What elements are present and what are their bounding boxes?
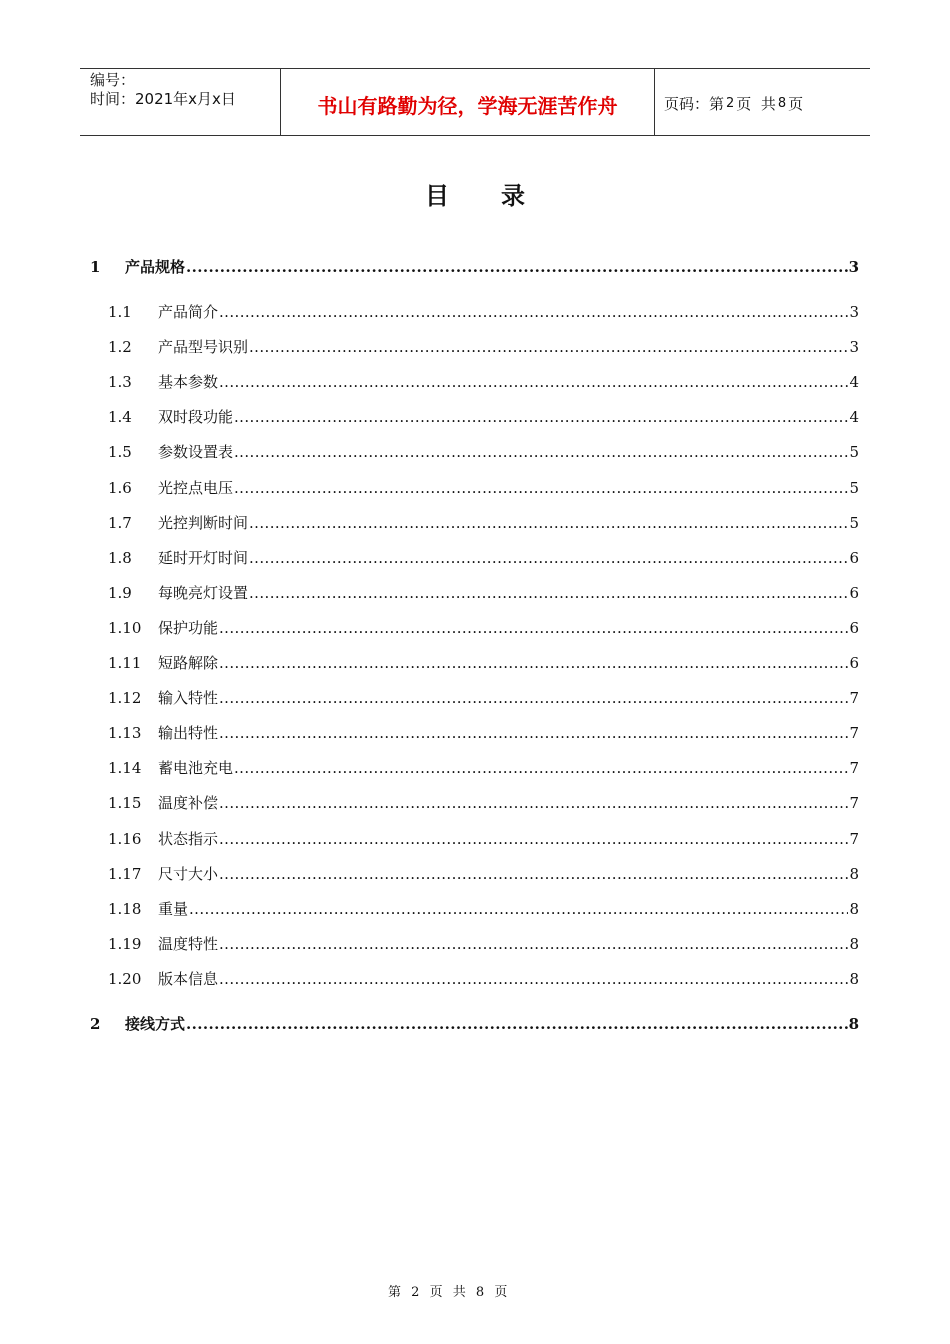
toc-entry-label: 光控点电压 (158, 478, 234, 497)
toc-entry-label: 温度特性 (158, 934, 219, 953)
toc-entry-page: 7 (849, 689, 859, 708)
toc-entry[interactable] (108, 336, 859, 357)
toc-entry-number: 1.11 (108, 654, 142, 672)
toc-entry[interactable] (108, 301, 859, 322)
page-title: 目录 (425, 182, 577, 210)
toc-entry[interactable] (108, 582, 859, 603)
toc-entry-page: 6 (849, 654, 859, 672)
header-number-label: 编号： (90, 71, 136, 89)
toc-entry[interactable] (108, 933, 859, 954)
toc-entry-page: 3 (848, 258, 859, 276)
toc-entry-page: 8 (849, 899, 859, 918)
toc-entry-number: 1.1 (108, 303, 132, 321)
footer-total: 8 (475, 1285, 485, 1300)
header-page-label: 页码：第 (664, 94, 725, 113)
toc-entry[interactable] (108, 512, 859, 533)
header-motto: 书山有路勤为径，学海无涯苦作舟 (281, 69, 655, 135)
toc-entry-label: 短路解除 (158, 654, 219, 672)
toc-entry-page: 7 (849, 759, 859, 778)
toc-entry-leader (219, 303, 848, 321)
toc-entry-page: 3 (849, 338, 859, 357)
toc-entry-number: 1.7 (108, 513, 132, 532)
toc-entry-page: 3 (849, 303, 859, 321)
toc-entry-page: 5 (849, 478, 859, 497)
toc-entry-label: 基本参数 (158, 373, 219, 392)
toc-entry-number: 1.17 (108, 864, 142, 883)
toc-entry-leader (234, 759, 848, 777)
toc-entry-label: 光控判断时间 (158, 513, 249, 532)
toc-entry-number: 1.2 (108, 338, 132, 357)
toc-entry-label: 重量 (158, 899, 189, 918)
toc-entry-leader (234, 479, 848, 497)
footer-p3: 共 (452, 1285, 466, 1300)
toc-entry-label: 产品规格 (125, 258, 186, 276)
toc-entry-page: 6 (849, 548, 859, 567)
toc-entry[interactable] (108, 652, 859, 673)
footer-p2: 页 (429, 1285, 443, 1300)
toc-entry-number: 1.4 (108, 408, 132, 427)
toc-entry-number: 1.3 (108, 373, 132, 392)
toc-entry-label: 产品简介 (158, 303, 219, 321)
header-page-current: 2 (726, 95, 735, 111)
toc-entry-leader (234, 408, 848, 426)
toc-entry-label: 输入特性 (158, 689, 219, 708)
toc-entry[interactable] (108, 406, 859, 427)
header-page-total: 8 (777, 95, 787, 111)
toc-entry-label: 产品型号识别 (158, 338, 249, 357)
toc-entry-leader (249, 514, 848, 532)
toc-entry-page: 5 (849, 513, 859, 532)
toc-entry-number: 1.9 (108, 583, 132, 602)
toc-entry[interactable] (108, 617, 859, 638)
toc-entry-number: 1.13 (108, 724, 142, 743)
toc-entry[interactable] (90, 1013, 859, 1034)
toc-entry-number: 2 (90, 1015, 101, 1033)
footer-p1: 第 (388, 1285, 402, 1300)
toc-entry-label: 蓄电池充电 (158, 759, 234, 778)
toc-entry[interactable] (108, 863, 859, 884)
toc-entry-page: 6 (849, 618, 859, 637)
toc-entry-label: 尺寸大小 (158, 864, 219, 883)
toc-entry-leader (219, 970, 848, 988)
toc-entry-page: 8 (849, 864, 859, 883)
toc-entry[interactable] (90, 256, 859, 277)
toc-entry-leader (249, 338, 848, 356)
toc-entry[interactable] (108, 477, 859, 498)
toc-entry-number: 1.16 (108, 829, 142, 848)
toc-entry[interactable] (108, 898, 859, 919)
toc-entry-label: 接线方式 (125, 1015, 186, 1033)
header-page-info (655, 69, 870, 135)
toc-entry-leader (219, 830, 848, 848)
toc-entry-page: 6 (849, 583, 859, 602)
toc-entry-number: 1.12 (108, 689, 142, 708)
toc-entry-number: 1.5 (108, 443, 132, 462)
toc-entry[interactable] (108, 687, 859, 708)
header-page-mid: 页 共 (736, 94, 776, 113)
toc-entry-page: 7 (849, 829, 859, 848)
toc-entry-leader (249, 584, 848, 602)
toc-entry-label: 双时段功能 (158, 408, 234, 427)
toc-entry-leader (219, 619, 848, 637)
toc-entry[interactable] (108, 968, 859, 989)
toc-entry-number: 1.20 (108, 969, 142, 988)
toc-entry-leader (249, 549, 848, 567)
toc-entry-label: 版本信息 (158, 969, 219, 988)
toc-entry-page: 7 (849, 724, 859, 743)
toc-entry-number: 1.10 (108, 618, 142, 637)
toc-entry[interactable] (108, 757, 859, 778)
toc-entry-number: 1.15 (108, 794, 142, 813)
toc-entry-page: 4 (849, 408, 859, 427)
toc-entry-leader (219, 654, 848, 672)
toc-entry-page: 7 (849, 794, 859, 813)
toc-entry-leader (219, 373, 848, 391)
toc-entry-leader (234, 443, 848, 461)
toc-entry-label: 输出特性 (158, 724, 219, 743)
toc-entry-label: 保护功能 (158, 618, 219, 637)
toc-entry-number: 1.8 (108, 548, 132, 567)
toc-entry-label: 温度补偿 (158, 794, 219, 813)
toc-entry-leader (219, 935, 848, 953)
toc-entry-number: 1.14 (108, 759, 142, 778)
toc-entry[interactable] (108, 792, 859, 813)
toc-entry[interactable] (108, 441, 859, 462)
toc-entry-leader (189, 900, 848, 918)
toc-entry[interactable] (108, 722, 859, 743)
toc-entry-page: 5 (849, 443, 859, 462)
page-footer (0, 1281, 950, 1300)
toc-entry-label: 参数设置表 (158, 443, 234, 462)
toc-entry-number: 1.6 (108, 478, 132, 497)
page-header (80, 68, 870, 136)
toc-entry-label: 延时开灯时间 (158, 548, 249, 567)
toc-entry-page: 8 (849, 969, 859, 988)
toc-entry-number: 1 (90, 258, 101, 276)
header-time-label: 时间：2021年x月x日 (90, 90, 236, 108)
toc-entry-page: 8 (848, 1015, 859, 1033)
toc-entry-page: 8 (849, 934, 859, 953)
toc-entry[interactable] (108, 371, 859, 392)
header-page-end: 页 (788, 94, 804, 113)
toc-entry-page: 4 (849, 373, 859, 392)
toc-entry-leader (186, 1015, 848, 1033)
header-meta (80, 69, 281, 135)
toc-entry-leader (219, 689, 848, 707)
toc-entry[interactable] (108, 828, 859, 849)
toc-entry-label: 每晚亮灯设置 (158, 583, 249, 602)
toc-entry-label: 状态指示 (158, 829, 219, 848)
footer-current: 2 (411, 1285, 420, 1300)
toc-entry-number: 1.18 (108, 899, 142, 918)
footer-p4: 页 (494, 1285, 508, 1300)
toc-entry[interactable] (108, 547, 859, 568)
toc-entry-leader (219, 865, 848, 883)
toc-entry-leader (186, 258, 848, 276)
toc-entry-leader (219, 794, 848, 812)
toc-entry-number: 1.19 (108, 934, 142, 953)
toc-entry-leader (219, 724, 848, 742)
